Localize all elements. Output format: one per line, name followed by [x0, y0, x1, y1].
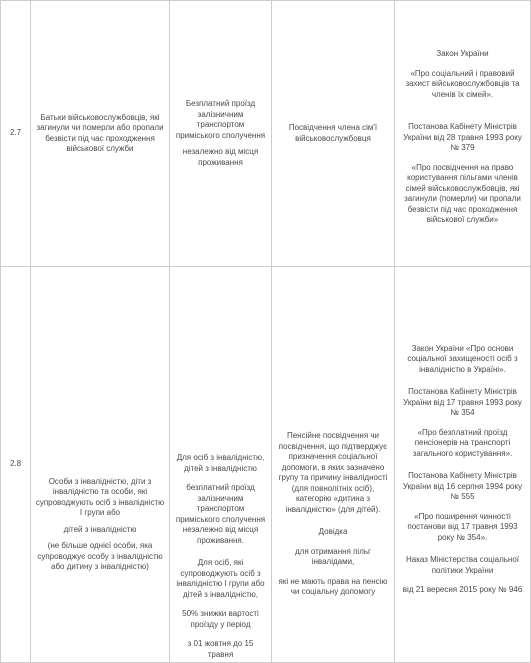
- benefit-cell: [170, 267, 272, 663]
- category-text: Особи з інвалідністю, діти з інвалідністю та особи, які супроводжують осіб з інвалідністю І групи або: [35, 476, 165, 517]
- legal-basis-text: Закон України: [436, 49, 489, 59]
- legal-basis-text: «Про посвідчення на право користування пільгами членів сімей військовослужбовців, які загинули (померли) чи пропали безвісти під час проходження військової служби»: [404, 162, 521, 225]
- document-text: Довідка: [318, 527, 348, 537]
- legal-basis-cell: [395, 267, 531, 663]
- document-text: для отримання пільг інвалідами,: [295, 546, 371, 567]
- document-text: Посвідчення члена сім'ї військовослужбовця: [288, 123, 378, 143]
- legal-basis-text: Постанова Кабінету Міністрів України від 16 серпня 1994 року № 555: [402, 471, 523, 501]
- document-text: які не мають права на пенсію чи соціальну допомогу: [278, 576, 388, 597]
- table-row: [1, 267, 531, 663]
- legal-basis-text: Постанова Кабінету Міністрів України від 28 травня 1993 року № 379: [403, 122, 522, 153]
- legal-basis-text: Закон України «Про основи соціальної захищеності осіб з інвалідністю в Україні».: [407, 343, 518, 374]
- benefit-text: безплатний проїзд залізничним транспортом приміського сполучення незалежно від місця проживання.: [175, 483, 266, 545]
- legal-basis-text: «Про поширення чинності постанови від 17 травня 1993 року № 354».: [407, 511, 518, 542]
- table-row: [1, 1, 531, 267]
- legal-basis-cell: [395, 1, 531, 267]
- category-cell: [31, 267, 170, 663]
- category-text: дітей з інвалідністю: [63, 524, 137, 534]
- category-text: Батьки військовослужбовців, які загинули чи померли або пропали безвісти під час проходження військової служби: [36, 112, 164, 153]
- legal-basis-text: від 21 вересня 2015 року № 946: [402, 585, 523, 594]
- document-text: Пенсійне посвідчення чи посвідчення, що підтверджує призначення соціальної допомоги, в яких зазначено групу та причину інвалідності (для повнолітніх осіб), категорію «дитина з інвалідністю» (для дітей).: [278, 431, 388, 514]
- document-cell: [272, 1, 395, 267]
- category-cell: [31, 1, 170, 267]
- document-cell: [272, 267, 395, 663]
- legal-basis-text: «Про соціальний і правовий захист військовослужбовців та членів їх сімей».: [405, 68, 520, 99]
- legal-basis-text: «Про безплатний проїзд пенсіонерів на транспорті загального користування».: [412, 427, 513, 458]
- benefit-text: 50% знижки вартості проїзду у період: [182, 609, 259, 629]
- benefit-text: з 01 жовтня до 15 травня: [187, 639, 254, 659]
- category-text: (не більше однієї особи, яка супроводжує особу з інвалідністю або дитину з інвалідністю): [37, 541, 163, 571]
- row-number: 2.7: [1, 1, 31, 267]
- legal-basis-text: Наказ Міністерства соціальної політики України: [405, 555, 520, 575]
- row-number: 2.8: [1, 267, 31, 663]
- benefit-text: Для осіб з інвалідністю, дітей з інвалідністю: [176, 453, 265, 473]
- benefit-text: незалежно від місця проживання: [182, 147, 259, 167]
- benefit-text: Для осіб, які супроводжують осіб з інвалідністю І групи або дітей з інвалідністю,: [176, 558, 265, 599]
- benefit-cell: [170, 1, 272, 267]
- benefit-text: Безплатний проїзд залізничним транспортом приміського сполучення: [175, 99, 266, 140]
- legal-basis-text: Постанова Кабінету Міністрів України від 17 травня 1993 року № 354: [403, 387, 522, 417]
